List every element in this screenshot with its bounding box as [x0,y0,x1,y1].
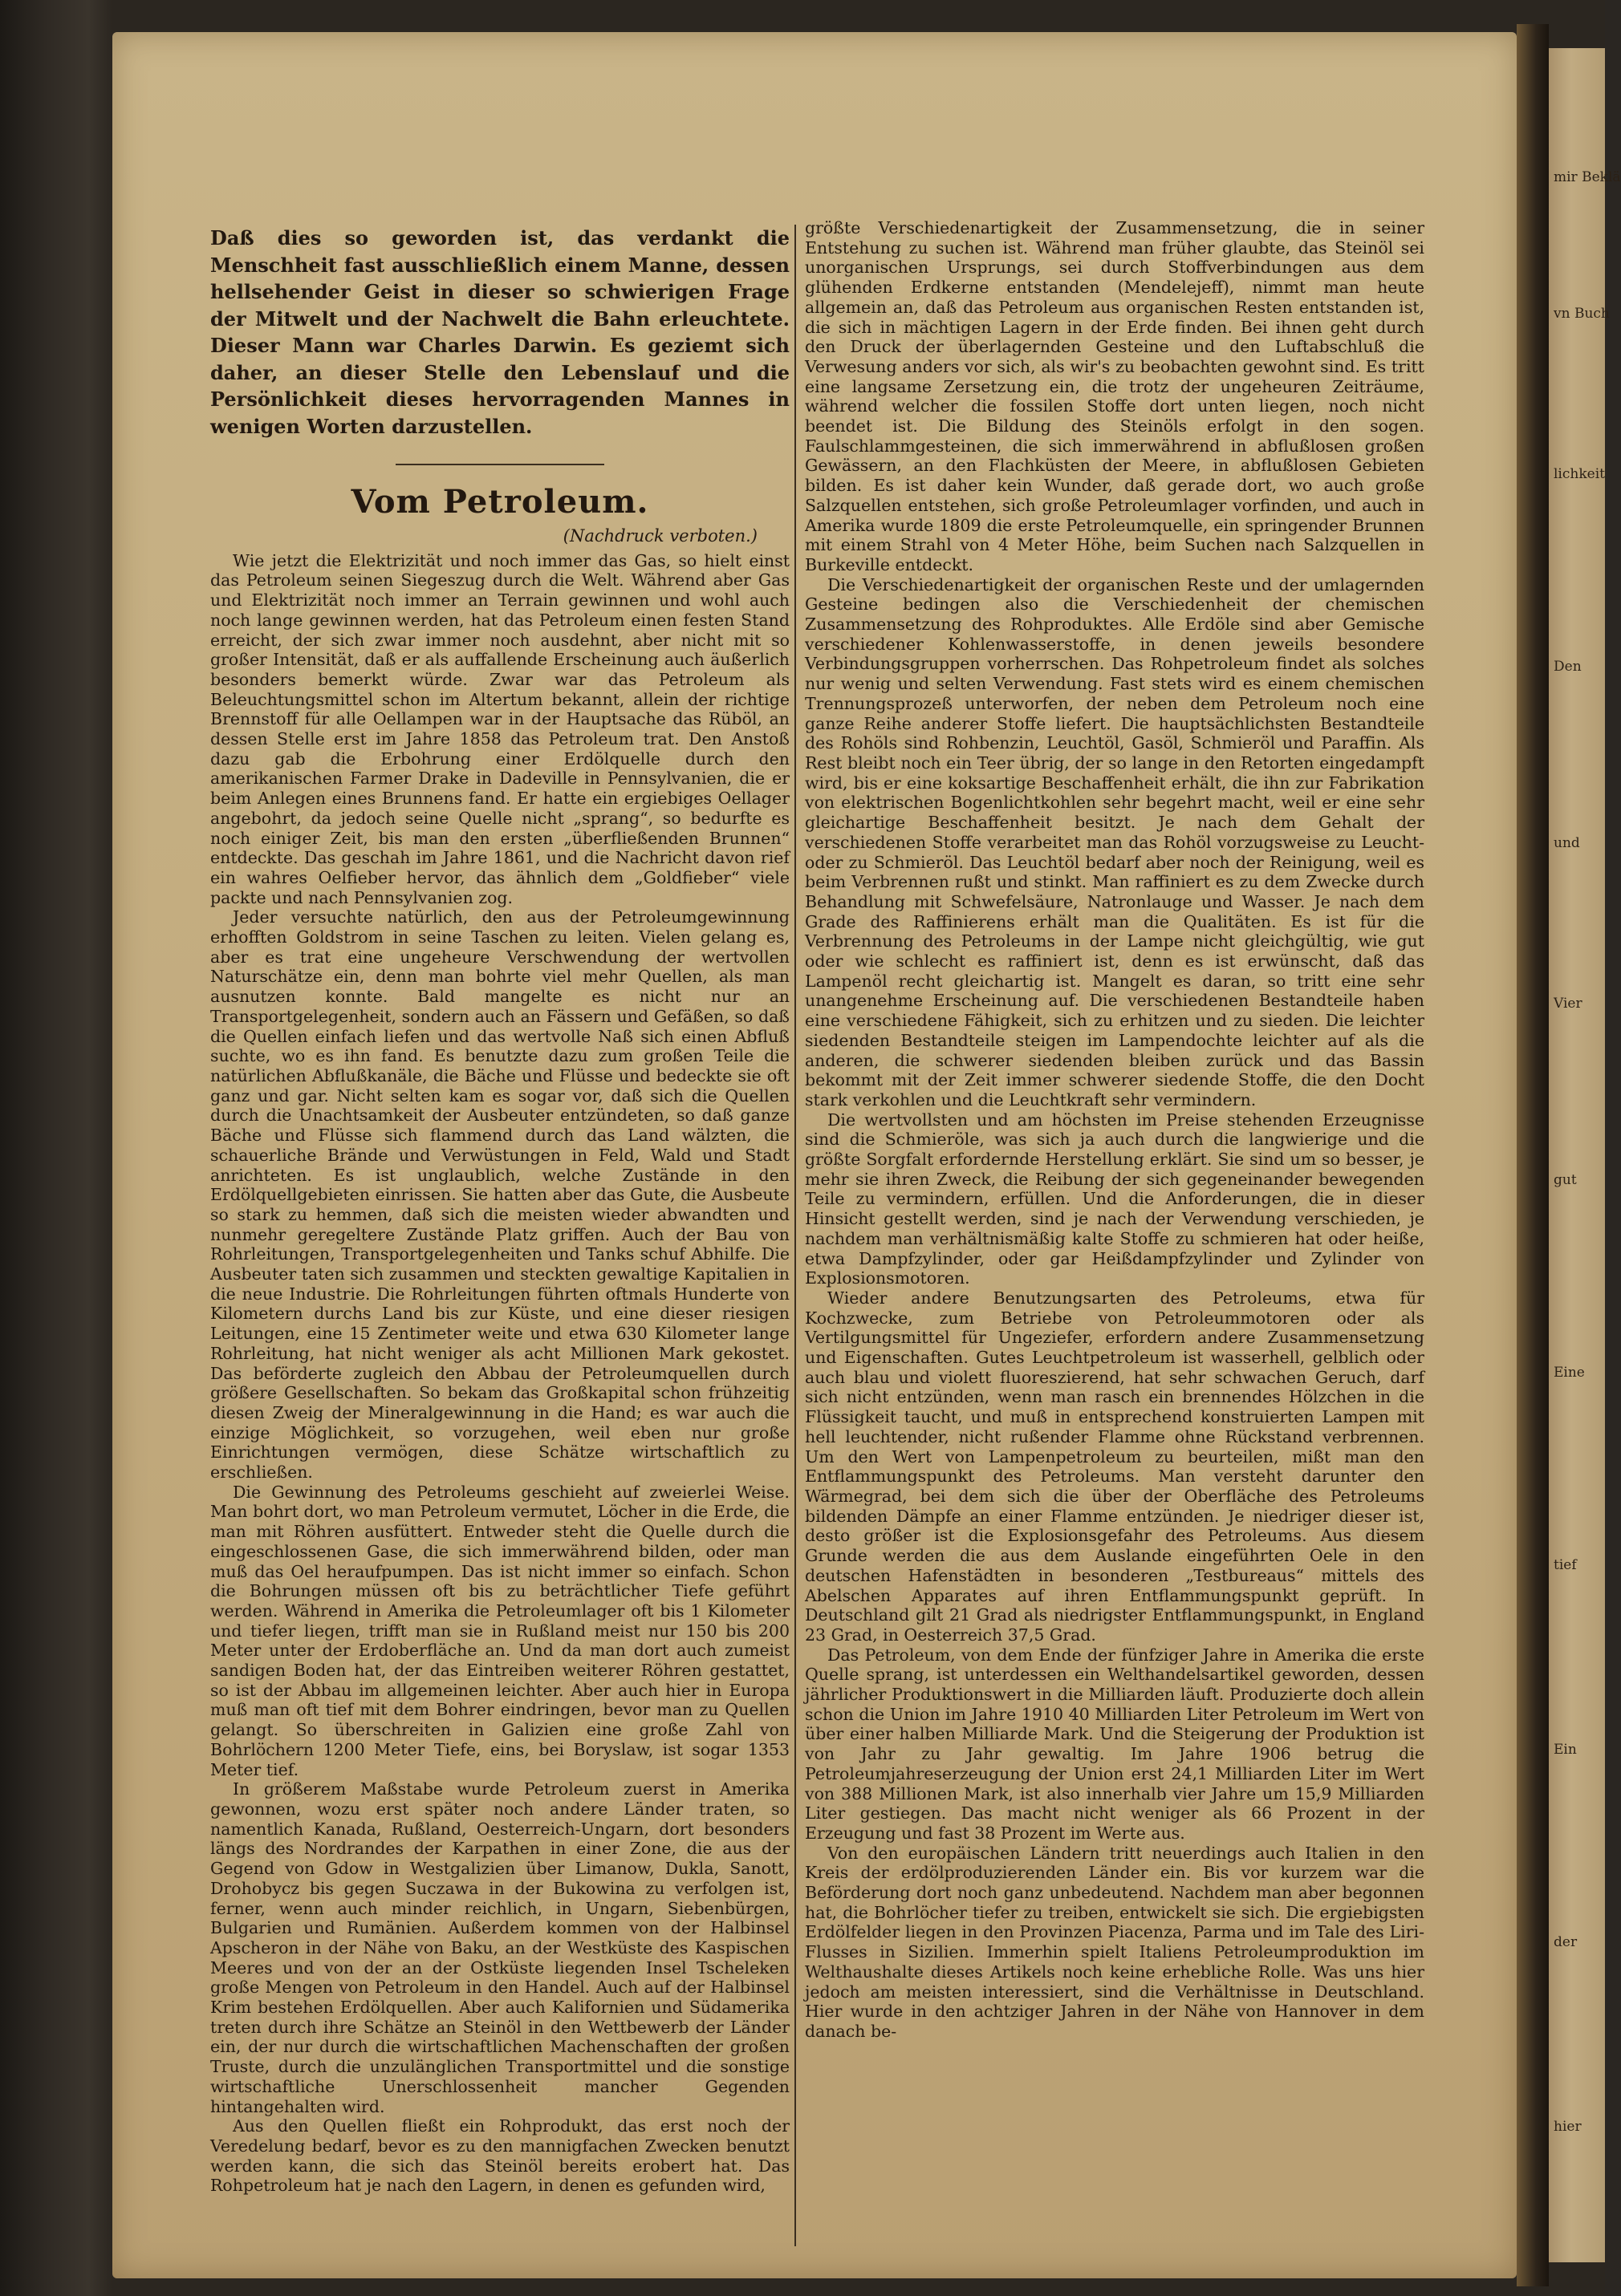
article-paragraph: Die wertvollsten und am höchsten im Preise stehenden Erzeugnisse sind die Schmieröle, was sich ja auch durch die langwierige und die größte Sorgfalt erfordernde Herstellung erklärt. Sie sind um so besser, je mehr sie ihren Zweck, die Reibung der sich gegeneinander bewegenden Teile zu vermindern, erfüllen. Und die Anforderungen, die in dieser Hinsicht gestellt werden, sind je nach der Verwendung verschieden, je nachdem man verhältnismäßig kalte Stoffe zu schmieren hat oder heiße, etwa Dampfzylinder, oder gar Heißdampfzylinder und Zylinder von Explosionsmotoren. [805,1109,1424,1288]
article-paragraph: größte Verschiedenartigkeit der Zusammensetzung, die in seiner Entstehung zu suchen ist. Während man früher glaubte, das Steinöl sei unorganischen Ursprungs, sei durch Stoffverbindungen aus dem glühenden Erdkerne entstanden (Mendelejeff), nimmt man heute allgemein an, daß das Petroleum aus organischen Resten entstanden ist, die sich in mächtigen Lagern in der Erde finden. Bei ihnen geht durch den Druck der überlagernden Gesteine und den Luftabschluß die Verwesung anders vor sich, als wir's zu beobachten gewohnt sind. Es tritt eine langsame Zersetzung ein, die trotz der ungeheuren Zeiträume, während welcher die fossilen Stoffe dort unten liegen, noch nicht beendet ist. Die Bildung des Steinöls erfolgt in den sogen. Faulschlammgesteinen, die sich immerwährend in abflußlosen großen Gewässern, an den Flachküsten der Meere, in abflußlosen Gebieten bilden. Es ist daher kein Wunder, daß gerade dort, wo auch große Salzquellen entstehen, sich große Petroleumlager vorfinden, und auch in Amerika wurde 1809 die erste Petroleumquelle, ein springender Brunnen mit einem Strahl von 4 Meter Höhe, beim Suchen nach Salzquellen in Burkeville entdeckt. [805,218,1424,574]
article-headline: Vom Petroleum. [351,483,649,521]
reprint-notice: (Nachdruck verboten.) [563,526,758,546]
article-paragraph: Wieder andere Benutzungsarten des Petroleums, etwa für Kochzwecke, zum Betriebe von Petroleummotoren oder als Vertilgungsmittel für Ungeziefer, erfordern andere Zusammensetzung und Eigenschaften. Gutes Leuchtpetroleum ist wasserhell, gelblich oder auch blau und violett fluoreszierend, hat sehr schwachen Geruch, darf sich nicht entzünden, wenn man rasch ein brennendes Hölzchen in die Flüssigkeit taucht, und muß in entsprechend konstruierten Lampen mit hell leuchtender, nicht rußender Flamme ohne Rückstand verbrennen. Um den Wert von Lampenpetroleum zu beurteilen, mißt man den Entflammungspunkt des Petroleums. Man versteht darunter den Wärmegrad, bei dem sich die über der Oberfläche des Petroleums bildenden Dämpfe an einer Flamme entzünden. Je niedriger dieser ist, desto größer ist die Explosionsgefahr des Petroleums. Aus diesem Grunde werden die aus dem Auslande eingeführten Oele in den deutschen Hafenstädten in besonderen „Testbureaus“ mittels des Abelschen Apparates auf ihren Entflammungspunkt geprüft. In Deutschland gilt 21 Grad als niedrigster Entflammungspunkt, in England 23 Grad, in Oesterreich 37,5 Grad. [805,1288,1424,1645]
article-paragraph: Von den europäischen Ländern tritt neuerdings auch Italien in den Kreis der erdölproduzierenden Länder ein. Bis vor kurzem war die Beförderung dort noch ganz unbedeutend. Nachdem man aber begonnen hat, die Bohrlöcher tiefer zu treiben, entwickelt sie sich. Die ergiebigsten Erdölfelder liegen in den Provinzen Piacenza, Parma und im Tale des Liri-Flusses in Sizilien. Immerhin spielt Italiens Petroleumproduktion im Welthaushalte dieses Artikels noch keine erhebliche Rolle. Was uns hier jedoch am meisten interessiert, sind die Verhältnisse in Deutschland. Hier wurde in den achtziger Jahren in der Nähe von Hannover in dem danach be- [805,1843,1424,2041]
adjacent-page-fragment: Eine [1554,1365,1585,1381]
adjacent-page-fragment: lichkeit [1554,466,1605,482]
intro-paragraph: Daß dies so geworden ist, das verdankt die Menschheit fast ausschließlich einem Manne, dessen hellsehender Geist in dieser so schwierigen Frage der Mitwelt und der Nachwelt die Bahn erleuchtete. Dieser Mann war Charles Darwin. Es geziemt sich daher, an dieser Stelle den Lebenslauf und die Persönlichkeit dieses hervorragenden Mannes in wenigen Worten darzustellen. [210,226,790,438]
section-divider [396,464,604,465]
column-divider [794,225,796,2246]
adjacent-page-fragment: mir Beklä [1554,169,1621,185]
adjacent-page-fragment: vn Buch [1554,306,1610,322]
adjacent-page-fragment: tief [1554,1557,1577,1573]
article-paragraph: Das Petroleum, von dem Ende der fünfziger Jahre in Amerika die erste Quelle sprang, ist unterdessen ein Welthandelsartikel geworden, dessen jährlicher Produktionswert in die Milliarden läuft. Produzierte doch allein schon die Union im Jahre 1910 40 Milliarden Liter Petroleum im Wert von über einer halben Milliarde Mark. Und die Steigerung der Produktion ist von Jahr zu Jahr gewaltig. Im Jahre 1906 betrug die Petroleumjahreserzeugung der Union erst 24,1 Milliarden Liter im Wert von 388 Millionen Mark, ist also innerhalb vier Jahre um 15,9 Milliarden Liter gestiegen. Das macht nicht weniger als 66 Prozent in der Erzeugung und fast 38 Prozent im Werte aus. [805,1645,1424,1843]
adjacent-page-fragment: der [1554,1934,1578,1950]
adjacent-page-fragment: hier [1554,2119,1582,2135]
adjacent-page-fragment: Vier [1554,996,1582,1012]
adjacent-page-fragment: gut [1554,1172,1577,1188]
adjacent-page-fragment: Den [1554,659,1582,675]
article-paragraph: Aus den Quellen fließt ein Rohprodukt, das erst noch der Veredelung bedarf, bevor es zu den mannigfachen Zwecken benutzt werden kann, die sich das Steinöl bereits erobert hat. Das Rohpetroleum hat je nach den Lagern, in denen es gefunden wird, [210,2116,790,2196]
adjacent-page-fragment: Ein [1554,1742,1577,1758]
left-column [210,225,790,2196]
article-paragraph: Die Gewinnung des Petroleums geschieht auf zweierlei Weise. Man bohrt dort, wo man Petroleum vermutet, Löcher in die Erde, die man mit Röhren ausfüttert. Entweder steht die Quelle durch die eingeschlossenen Gase, die sich immerwährend bilden, oder man muß das Oel heraufpumpen. Das ist nicht immer so einfach. Schon die Bohrungen müssen oft bis zu beträchtlicher Tiefe geführt werden. Während in Amerika die Petroleumlager oft bis 1 Kilometer und tiefer liegen, trifft man sie in Rußland meist nur 150 bis 200 Meter unter der Erdoberfläche an. Und da man dort auch zumeist sandigen Boden hat, der das Eintreiben weiterer Röhren gestattet, so ist der Abbau im allgemeinen leichter. Aber auch hier in Europa muß man oft tief mit dem Bohrer eindringen, bevor man zu Quellen gelangt. So überschreiten in Galizien eine große Zahl von Bohrlöchern 1200 Meter Tiefe, eins, bei Boryslaw, ist sogar 1353 Meter tief. [210,1482,790,1779]
right-column [805,218,1424,2042]
article-paragraph: Die Verschiedenartigkeit der organischen Reste und der umlagernden Gesteine bedingen also die Verschiedenheit der chemischen Zusammensetzung des Rohproduktes. Alle Erdöle sind aber Gemische verschiedener Kohlenwasserstoffe, in denen jeweils besondere Verbindungsgruppen vorherrschen. Das Rohpetroleum findet als solches nur wenig und selten Verwendung. Fast stets wird es einem chemischen Trennungsprozeß unterworfen, der neben dem Petroleum noch eine ganze Reihe anderer Stoffe liefert. Die hauptsächlichsten Bestandteile des Rohöls sind Rohbenzin, Leuchtöl, Gasöl, Schmieröl und Paraffin. Als Rest bleibt noch ein Teer übrig, der so lange in den Retorten eingedampft wird, bis er eine koksartige Beschaffenheit erhält, die ihn zur Fabrikation von elektrischen Bogenlichtkohlen sehr begehrt macht, weil er eine sehr gleichartige Beschaffenheit besitzt. Je nach dem Gehalt der verschiedenen Stoffe verarbeitet man das Rohöl vorzugsweise zu Leucht- oder zu Schmieröl. Das Leuchtöl bedarf aber noch der Reinigung, weil es beim Verbrennen rußt und stinkt. Man raffiniert es zu dem Zwecke durch Behandlung mit Schwefelsäure, Natronlauge und Wasser. Je nach dem Grade des Raffinierens erhält man die Qualitäten. Es ist für die Verbrennung des Petroleums in der Lampe nicht gleichgültig, wie gut oder wie schlecht es raffiniert ist, denn es ist erwünscht, daß das Lampenöl recht gleichartig ist. Mangelt es daran, so tritt eine sehr unangenehme Erscheinung auf. Die verschiedenen Bestandteile haben eine verschiedene Fähigkeit, sich zu erhitzen und zu sieden. Die leichter siedenden Bestandteile steigen im Lampendochte leichter auf als die anderen, die schwerer siedenden bleiben zurück und das Bassin bekommt mit der Zeit immer schwerer siedende Stoffe, die den Docht stark verkohlen und die Leuchtkraft sehr vermindern. [805,574,1424,1109]
book-spine [1517,24,1549,2286]
article-paragraph: In größerem Maßstabe wurde Petroleum zuerst in Amerika gewonnen, wozu erst später noch andere Länder traten, so namentlich Kanada, Rußland, Oesterreich-Ungarn, dort besonders längs des Nordrandes der Karpathen in einer Zone, die aus der Gegend von Gdow in Westgalizien über Limanow, Dukla, Sanott, Drohobycz bis gegen Suczawa in der Bukowina zu verfolgen ist, ferner, wenn auch minder reichlich, in Ungarn, Siebenbürgen, Bulgarien und Rumänien. Außerdem kommen von der Halbinsel Apscheron in der Nähe von Baku, an der Westküste des Kaspischen Meeres und von der an der Ostküste liegenden Insel Tscheleken große Mengen von Petroleum in den Handel. Auch auf der Halbinsel Krim bestehen Erdölquellen. Aber auch Kalifornien und Südamerika treten durch ihre Schätze an Steinöl in den Wettbewerb der Länder ein, der nur durch die wirtschaftlichen Machenschaften der großen Truste, durch die unzulänglichen Transportmittel und die sonstige wirtschaftliche Unerschlossenheit mancher Gegenden hintangehalten wird. [210,1779,790,2116]
adjacent-page-fragment: und [1554,835,1580,851]
article-paragraph: Jeder versuchte natürlich, den aus der Petroleumgewinnung erhofften Goldstrom in seine Taschen zu leiten. Vielen gelang es, aber es trat eine ungeheure Verschwendung der wertvollen Naturschätze ein, denn man bohrte viel mehr Quellen, als man ausnutzen konnte. Bald mangelte es nicht nur an Transportgelegenheit, sondern auch an Fässern und Gefäßen, so daß die Quellen einfach liefen und das wertvolle Naß sich einen Abfluß suchte, wo es ihn fand. Es benutzte dazu zum großen Teile die natürlichen Abflußkanäle, die Bäche und Flüsse und bedeckte sie oft ganz und gar. Nicht selten kam es sogar vor, daß sich die Quellen durch die Unachtsamkeit der Ausbeuter entzündeten, so daß ganze Bäche und Flüsse sich flammend durch das Land wälzten, die schauerliche Brände und Verwüstungen in Feld, Wald und Stadt anrichteten. Es ist unglaublich, welche Zustände in den Erdölquellgebieten einrissen. Sie hatten aber das Gute, die Ausbeute so stark zu hemmen, daß sich die meisten wieder abwandten und nunmehr geregeltere Zustände Platz griffen. Auch der Bau von Rohrleitungen, Transportgelegenheiten und Tanks schuf Abhilfe. Die Ausbeuter taten sich zusammen und steckten gewaltige Kapitalien in die neue Industrie. Die Rohrleitungen führten oftmals Hunderte von Kilometern durchs Land bis zur Küste, und eine dieser riesigen Leitungen, eine 15 Zentimeter weite und etwa 630 Kilometer lange Rohrleitung, hat nicht weniger als acht Millionen Mark gekostet. Das beförderte zugleich den Abbau der Petroleumquellen durch größere Gesellschaften. So bekam das Großkapital schon frühzeitig diesen Zweig der Mineralgewinnung in die Hand; es war auch die einzige Möglichkeit, so vorzugehen, weil eben nur große Einrichtungen vermögen, diese Schätze wirtschaftlich zu erschließen. [210,907,790,1483]
adjacent-page [1549,48,1621,2262]
article-paragraph: Wie jetzt die Elektrizität und noch immer das Gas, so hielt einst das Petroleum seinen Siegeszug durch die Welt. Während aber Gas und Elektrizität noch immer an Terrain gewinnen und wohl auch noch lange gewinnen werden, hat das Petroleum einen festen Stand erreicht, der sich zwar immer noch ausdehnt, aber nicht mit so großer Intensität, daß er als auffallende Erscheinung auch äußerlich besonders bemerkt würde. Zwar war das Petroleum als Beleuchtungsmittel schon im Altertum bekannt, allein der richtige Brennstoff für alle Oellampen war in der Hauptsache das Rüböl, an dessen Stelle erst im Jahre 1858 das Petroleum trat. Den Anstoß dazu gab die Erbohrung einer Erdölquelle durch den amerikanischen Farmer Drake in Dadeville in Pennsylvanien, die er beim Anlegen eines Brunnens fand. Er hatte ein ergiebiges Oellager angebohrt, da jedoch seine Quelle nicht „sprang“, so bedurfte es noch einiger Zeit, bis man den ersten „überfließenden Brunnen“ entdeckte. Das geschah im Jahre 1861, und die Nachricht davon rief ein wahres Oelfieber hervor, das ähnlich dem „Goldfieber“ viele packte und nach Pennsylvanien zog. [210,550,790,907]
